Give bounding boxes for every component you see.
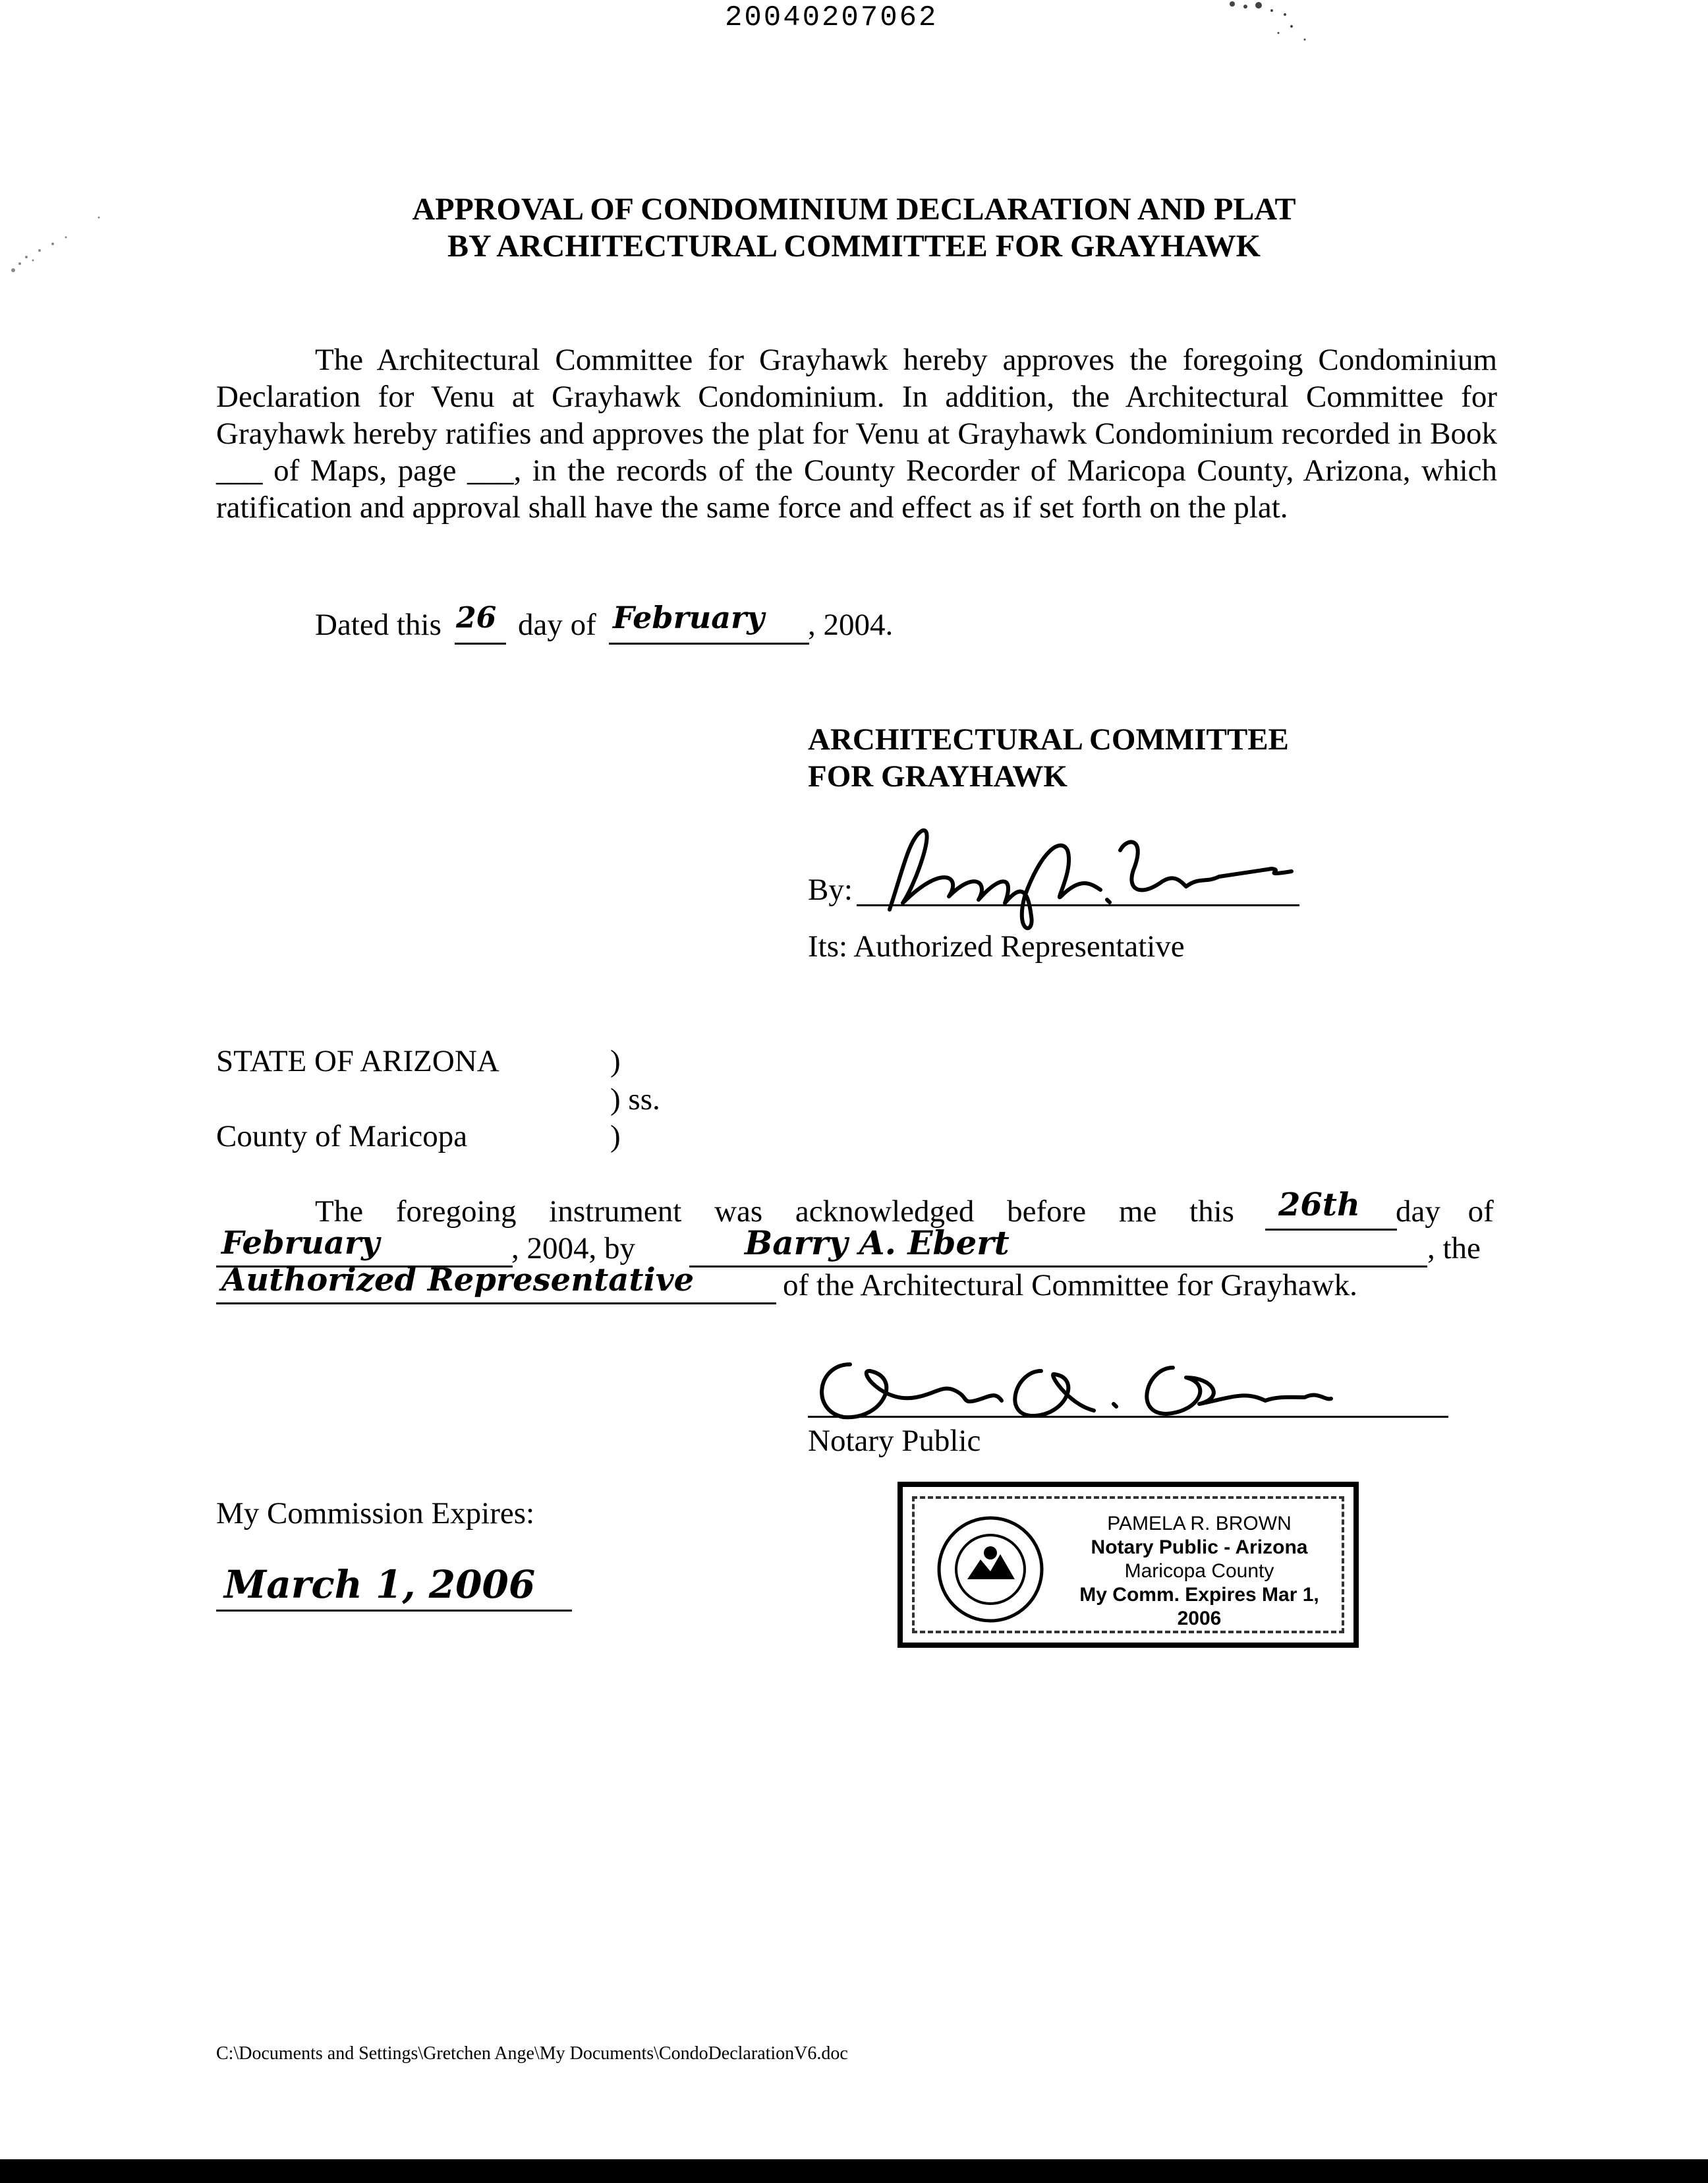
ack-title-handwritten: Authorized Representative bbox=[221, 1262, 695, 1298]
commission-date-line bbox=[216, 1610, 572, 1612]
document-title-line2: BY ARCHITECTURAL COMMITTEE FOR GRAYHAWK bbox=[447, 229, 1261, 264]
its-label: Its: Authorized Representative bbox=[808, 929, 1185, 964]
seal-expiration: My Comm. Expires Mar 1, 2006 bbox=[1079, 1584, 1319, 1629]
ack-day-line bbox=[1265, 1229, 1397, 1231]
dated-month-line bbox=[609, 643, 809, 645]
footer-file-path: C:\Documents and Settings\Gretchen Ange\My Documents\CondoDeclarationV6.doc bbox=[216, 2043, 848, 2064]
ack-part5: of the Architectural Committee for Grayhawk. bbox=[783, 1268, 1357, 1302]
seal-title: Notary Public - Arizona bbox=[1091, 1536, 1308, 1558]
dated-mid: day of bbox=[518, 608, 596, 642]
venue-paren-1: ) bbox=[610, 1044, 621, 1078]
ack-title-line bbox=[216, 1302, 776, 1304]
seal-name: PAMELA R. BROWN bbox=[1107, 1513, 1292, 1534]
ack-day-handwritten: 26th bbox=[1278, 1186, 1360, 1223]
notary-signature bbox=[804, 1338, 1397, 1430]
ack-part1: The foregoing instrument was acknowledged before me this bbox=[315, 1194, 1234, 1229]
ack-part2: day of bbox=[1396, 1194, 1494, 1229]
dated-day-line bbox=[455, 643, 506, 645]
dated-month-handwritten: February bbox=[613, 600, 765, 635]
notary-seal-stamp bbox=[897, 1482, 1359, 1648]
approval-paragraph bbox=[216, 341, 1497, 526]
scan-speckle bbox=[1212, 0, 1331, 53]
ack-name-handwritten: Barry A. Ebert bbox=[745, 1223, 1010, 1262]
committee-name-line1: ARCHITECTURAL COMMITTEE bbox=[808, 722, 1289, 757]
ack-month-handwritten: February bbox=[221, 1225, 380, 1262]
seal-text-block bbox=[1061, 1512, 1338, 1631]
scan-border bbox=[0, 2159, 1708, 2183]
document-number: 20040207062 bbox=[725, 1, 938, 34]
commission-label: My Commission Expires: bbox=[216, 1496, 535, 1530]
dated-suffix: , 2004. bbox=[808, 608, 894, 642]
dated-prefix: Dated this bbox=[315, 608, 441, 642]
venue-ss: ) ss. bbox=[610, 1082, 660, 1117]
commission-date-handwritten: March 1, 2006 bbox=[224, 1562, 536, 1607]
venue-paren-2: ) bbox=[610, 1119, 621, 1153]
venue-state: STATE OF ARIZONA bbox=[216, 1044, 499, 1078]
approval-paragraph-text: The Architectural Committee for Grayhawk hereby approves the foregoing Condominium Declaration for Venu at Grayhawk Condominium. In addition, the Architectural Committee for Grayhawk hereby ratifies and approves the plat for Venu at Grayhawk Condominium recorded in Book ___ of Maps, page ___, in the records of the County Recorder of Maricopa County, Arizona, which ratification and approval shall have the same force and effect as if set forth on the plat. bbox=[216, 343, 1497, 525]
notary-public-label: Notary Public bbox=[808, 1424, 981, 1458]
document-title-line1: APPROVAL OF CONDOMINIUM DECLARATION AND PLAT bbox=[412, 192, 1296, 227]
ack-part3: , 2004, by bbox=[511, 1231, 635, 1266]
dated-day-handwritten: 26 bbox=[456, 601, 497, 635]
ack-part4: , the bbox=[1427, 1231, 1481, 1266]
seal-county: Maricopa County bbox=[1124, 1560, 1274, 1582]
state-seal-icon bbox=[934, 1513, 1046, 1625]
committee-signature bbox=[863, 811, 1311, 936]
venue-county: County of Maricopa bbox=[216, 1119, 468, 1153]
committee-name-line2: FOR GRAYHAWK bbox=[808, 759, 1068, 794]
by-label: By: bbox=[808, 873, 853, 907]
